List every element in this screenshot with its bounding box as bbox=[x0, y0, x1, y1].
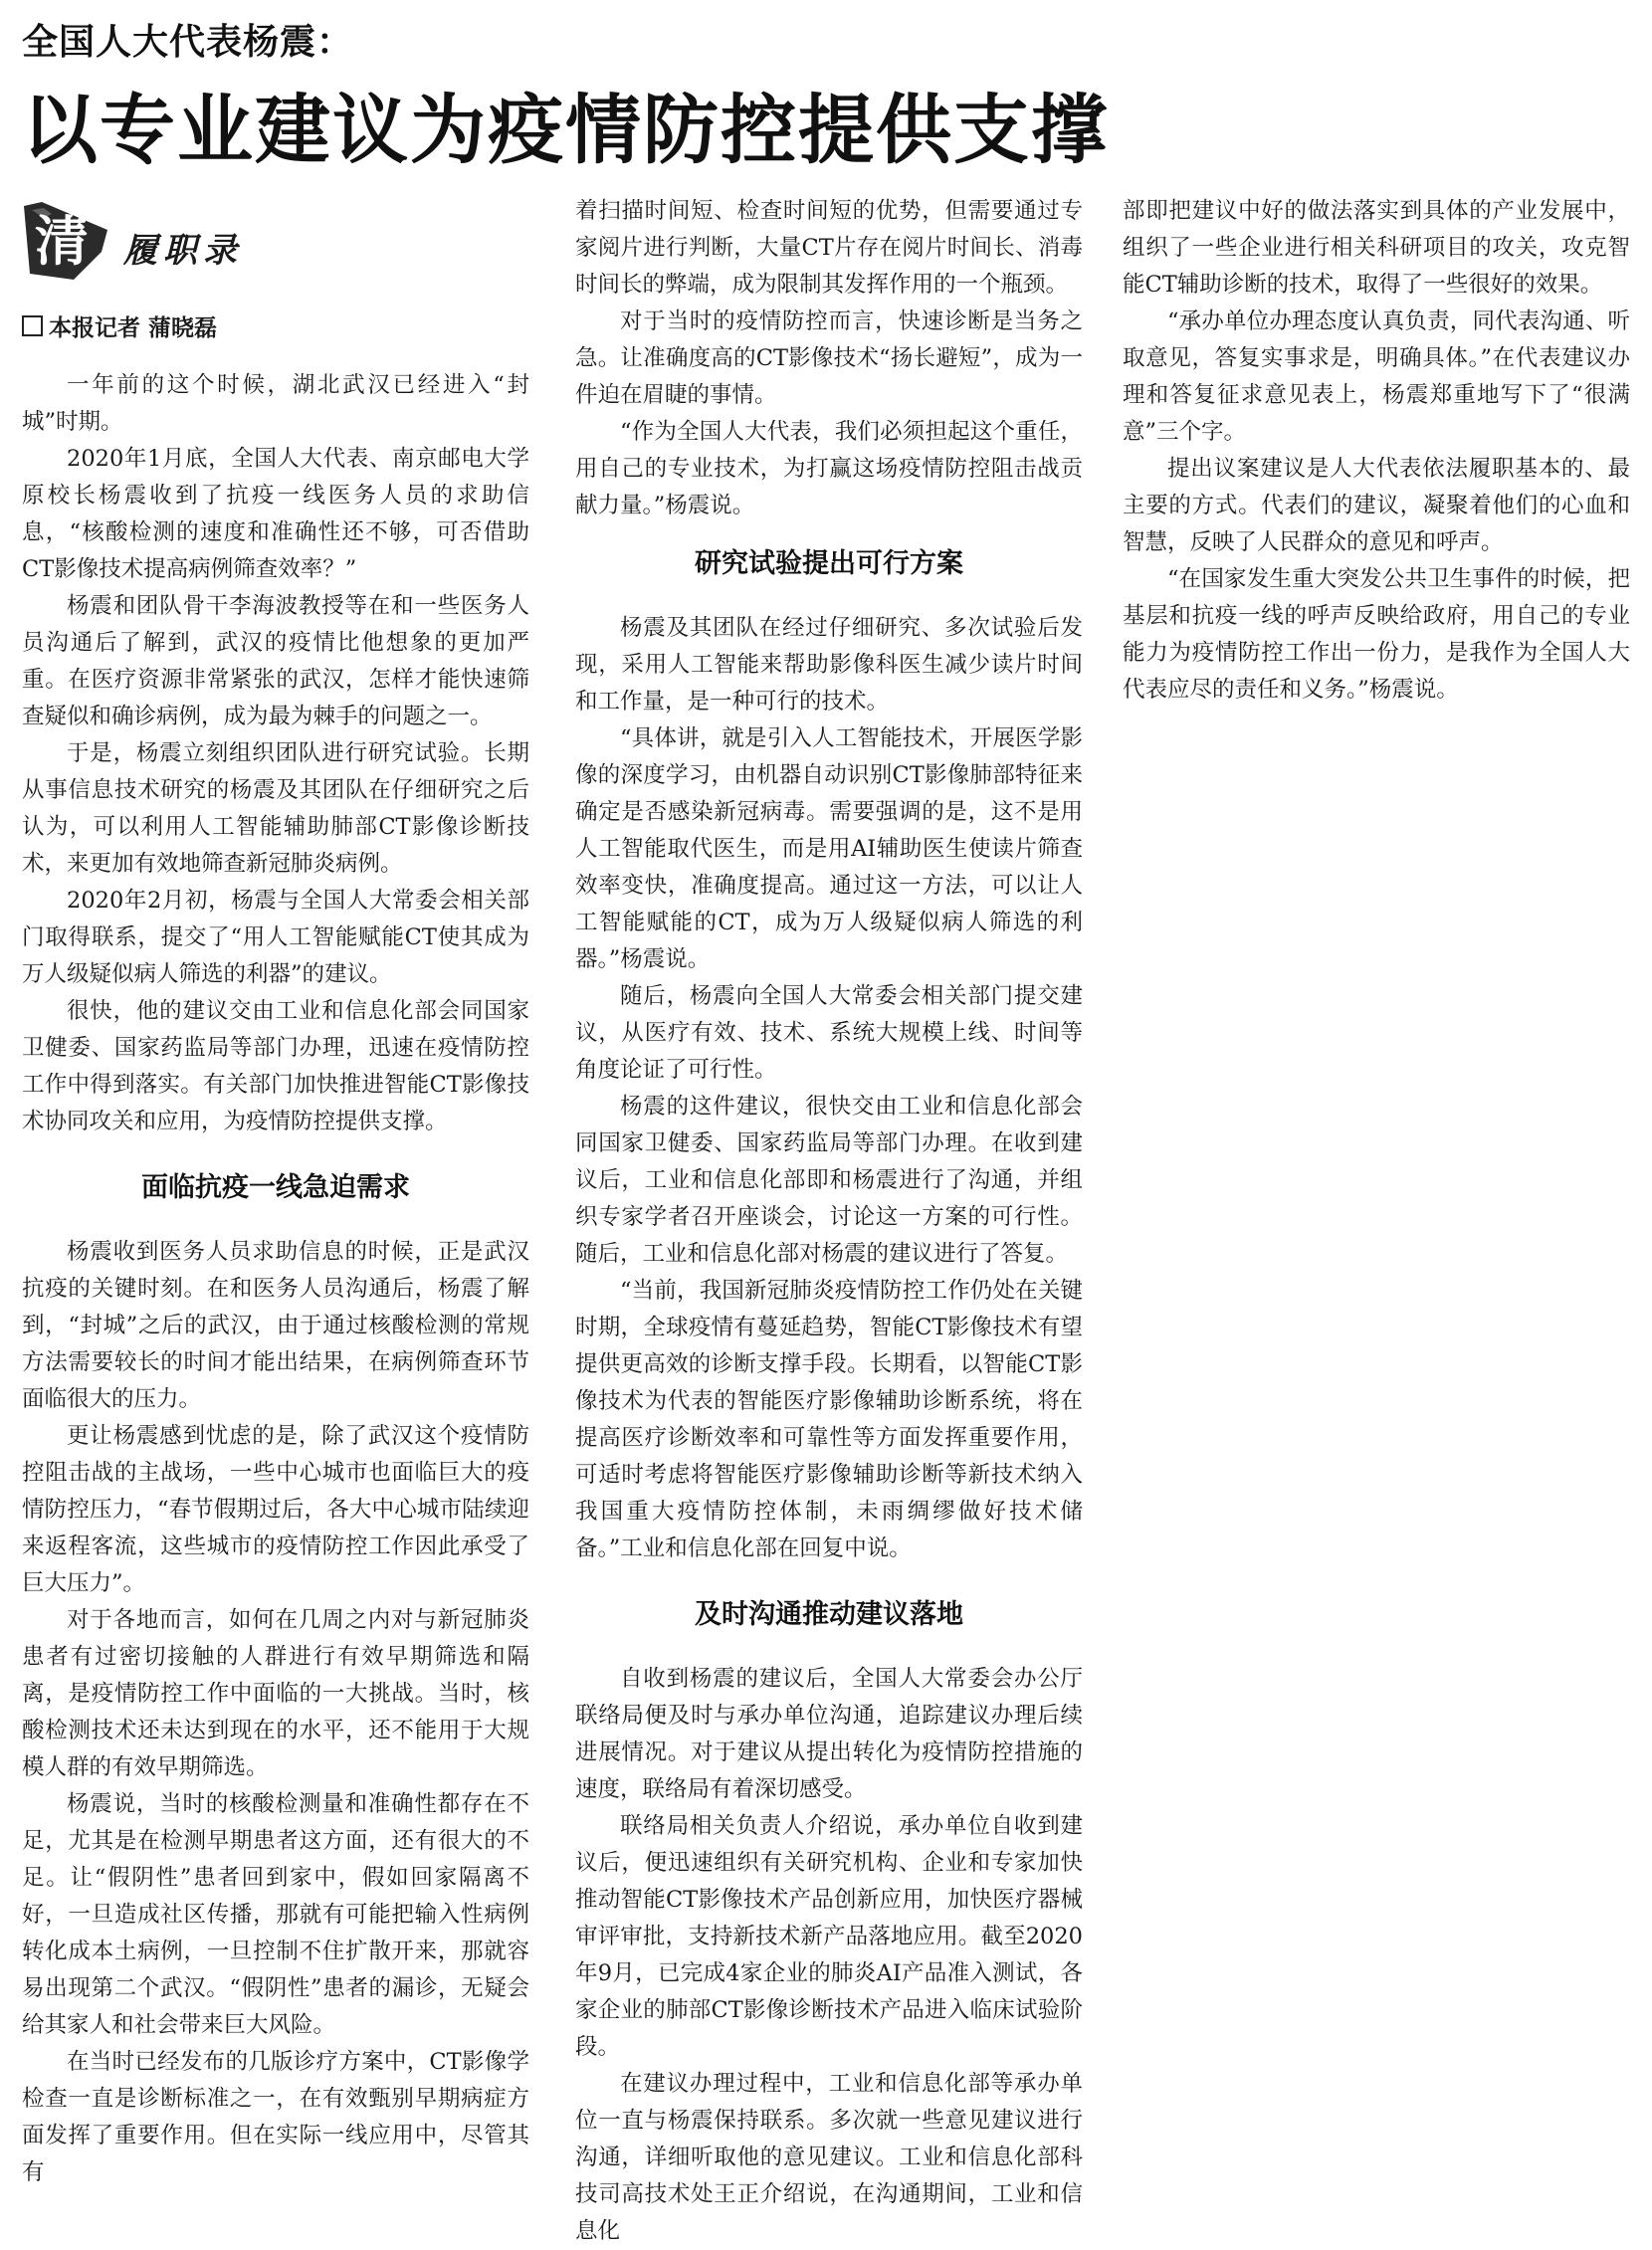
article-column-1 bbox=[22, 193, 529, 2191]
paragraph: 提出议案建议是人大代表依法履职基本的、最主要的方式。代表们的建议，凝聚着他们的心血和智慧，反映了人民群众的意见和呼声。 bbox=[1123, 456, 1630, 555]
paragraph: 很快，他的建议交由工业和信息化部会同国家卫健委、国家药监局等部门办理，迅速在疫情防控工作中得到落实。有关部门加快推进智能CT影像技术协同攻关和应用，为疫情防控提供支撑。 bbox=[22, 998, 529, 1134]
paragraph: 部即把建议中好的做法落实到具体的产业发展中，组织了一些企业进行相关科研项目的攻关，攻克智能CT辅助诊断的技术，取得了一些很好的效果。 bbox=[1123, 198, 1630, 298]
paragraph: 联络局相关负责人介绍说，承办单位自收到建议后，便迅速组织有关研究机构、企业和专家加快推动智能CT影像技术产品创新应用，加快医疗器械审评审批，支持新技术新产品落地应用。截至2020年9月，已完成4家企业的肺炎AI产品准入测试，各家企业的肺部CT影像诊断技术产品进入临床试验阶段。 bbox=[575, 1813, 1083, 2060]
article-column-3 bbox=[1123, 193, 1630, 709]
section-heading: 面临抗疫一线急迫需求 bbox=[141, 1172, 410, 1203]
paragraph: 2020年2月初，杨震与全国人大常委会相关部门取得联系，提交了“用人工智能赋能CT使其成为万人级疑似病人筛选的利器”的建议。 bbox=[22, 888, 529, 987]
paragraph: 杨震说，当时的核酸检测量和准确性都存在不足，尤其是在检测早期患者这方面，还有很大的不足。让“假阴性”患者回到家中，假如回家隔离不好，一旦造成社区传播，那就有可能把输入性病例转化成本土病例，一旦控制不住扩散开来，那就容易出现第二个武汉。“假阴性”患者的漏诊，无疑会给其家人和社会带来巨大风险。 bbox=[22, 1791, 529, 2038]
article-kicker: 全国人大代表杨震： bbox=[22, 22, 354, 63]
paragraph: “当前，我国新冠肺炎疫情防控工作仍处在关键时期，全球疫情有蔓延趋势，智能CT影像技术有望提供更高效的诊断支撑手段。长期看，以智能CT影像技术为代表的智能医疗影像辅助诊断系统，将在提高医疗诊断效率和可靠性等方面发挥重要作用，可适时考虑将智能医疗影像辅助诊断等新技术纳入我国重大疫情防控体制，未雨绸缪做好技术储备。”工业和信息化部在回复中说。 bbox=[575, 1278, 1083, 1561]
byline bbox=[22, 310, 529, 347]
paragraph: 一年前的这个时候，湖北武汉已经进入“封城”时期。 bbox=[22, 372, 529, 435]
paragraph: “承办单位办理态度认真负责，同代表沟通、听取意见，答复实事求是，明确具体。”在代表建议办理和答复征求意见表上，杨震郑重地写下了“很满意”三个字。 bbox=[1123, 308, 1630, 445]
paragraph: 杨震及其团队在经过仔细研究、多次试验后发现，采用人工智能来帮助影像科医生减少读片时间和工作量，是一种可行的技术。 bbox=[575, 615, 1083, 715]
column-label bbox=[22, 193, 529, 289]
paragraph: 于是，杨震立刻组织团队进行研究试验。长期从事信息技术研究的杨震及其团队在仔细研究之后认为，可以利用人工智能辅助肺部CT影像诊断技术，来更加有效地筛查新冠肺炎病例。 bbox=[22, 740, 529, 877]
article-column-2 bbox=[575, 193, 1083, 2250]
column-logo-icon bbox=[22, 200, 111, 282]
section-heading: 及时沟通推动建议落地 bbox=[695, 1599, 963, 1630]
article-headline: 以专业建议为疫情防控提供支撑 bbox=[22, 86, 1109, 174]
byline-text: 本报记者 蒲晓磊 bbox=[49, 315, 218, 341]
column-label-text: 履职录 bbox=[123, 230, 243, 271]
paragraph: 自收到杨震的建议后，全国人大常委会办公厅联络局便及时与承办单位沟通，追踪建议办理后续进展情况。对于建议从提出转化为疫情防控措施的速度，联络局有着深切感受。 bbox=[575, 1666, 1083, 1802]
paragraph: “作为全国人大代表，我们必须担起这个重任，用自己的专业技术，为打赢这场疫情防控阻击战贡献力量。”杨震说。 bbox=[575, 419, 1083, 518]
section-heading: 研究试验提出可行方案 bbox=[695, 548, 963, 579]
paragraph: 杨震的这件建议，很快交由工业和信息化部会同国家卫健委、国家药监局等部门办理。在收到建议后，工业和信息化部即和杨震进行了沟通，并组织专家学者召开座谈会，讨论这一方案的可行性。随后，工业和信息化部对杨震的建议进行了答复。 bbox=[575, 1094, 1083, 1267]
paragraph: 杨震收到医务人员求助信息的时候，正是武汉抗疫的关键时刻。在和医务人员沟通后，杨震了解到，“封城”之后的武汉，由于通过核酸检测的常规方法需要较长的时间才能出结果，在病例筛查环节面临很大的压力。 bbox=[22, 1239, 529, 1412]
paragraph: 着扫描时间短、检查时间短的优势，但需要通过专家阅片进行判断，大量CT片存在阅片时间长、消毒时间长的弊端，成为限制其发挥作用的一个瓶颈。 bbox=[575, 198, 1083, 298]
byline-box-icon bbox=[22, 315, 43, 336]
paragraph: 在当时已经发布的几版诊疗方案中，CT影像学检查一直是诊断标准之一，在有效甄别早期病症方面发挥了重要作用。但在实际一线应用中，尽管其有 bbox=[22, 2049, 529, 2185]
paragraph: 杨震和团队骨干李海波教授等在和一些医务人员沟通后了解到，武汉的疫情比他想象的更加严重。在医疗资源非常紧张的武汉，怎样才能快速筛查疑似和确诊病例，成为最为棘手的问题之一。 bbox=[22, 593, 529, 729]
paragraph: 对于当时的疫情防控而言，快速诊断是当务之急。让准确度高的CT影像技术“扬长避短”，成为一件迫在眉睫的事情。 bbox=[575, 308, 1083, 408]
column-logo-glyph: 清 bbox=[35, 209, 89, 273]
paragraph: 2020年1月底，全国人大代表、南京邮电大学原校长杨震收到了抗疫一线医务人员的求助信息，“核酸检测的速度和准确性还不够，可否借助CT影像技术提高病例筛查效率？” bbox=[22, 446, 529, 582]
paragraph: 随后，杨震向全国人大常委会相关部门提交建议，从医疗有效、技术、系统大规模上线、时间等角度论证了可行性。 bbox=[575, 983, 1083, 1083]
paragraph: 更让杨震感到忧虑的是，除了武汉这个疫情防控阻击战的主战场，一些中心城市也面临巨大的疫情防控压力，“春节假期过后，各大中心城市陆续迎来返程客流，这些城市的疫情防控工作因此承受了巨大压力”。 bbox=[22, 1423, 529, 1596]
paragraph: “具体讲，就是引入人工智能技术，开展医学影像的深度学习，由机器自动识别CT影像肺部特征来确定是否感染新冠病毒。需要强调的是，这不是用人工智能取代医生，而是用AI辅助医生使读片筛查效率变快，准确度提高。通过这一方法，可以让人工智能赋能的CT，成为万人级疑似病人筛选的利器。”杨震说。 bbox=[575, 725, 1083, 972]
paragraph: 对于各地而言，如何在几周之内对与新冠肺炎患者有过密切接触的人群进行有效早期筛选和隔离，是疫情防控工作中面临的一大挑战。当时，核酸检测技术还未达到现在的水平，还不能用于大规模人群的有效早期筛选。 bbox=[22, 1607, 529, 1780]
paragraph: 在建议办理过程中，工业和信息化部等承办单位一直与杨震保持联系。多次就一些意见建议进行沟通，详细听取他的意见建议。工业和信息化部科技司高技术处王正介绍说，在沟通期间，工业和信息化 bbox=[575, 2071, 1083, 2244]
paragraph: “在国家发生重大突发公共卫生事件的时候，把基层和抗疫一线的呼声反映给政府，用自己的专业能力为疫情防控工作出一份力，是我作为全国人大代表应尽的责任和义务。”杨震说。 bbox=[1123, 566, 1630, 703]
